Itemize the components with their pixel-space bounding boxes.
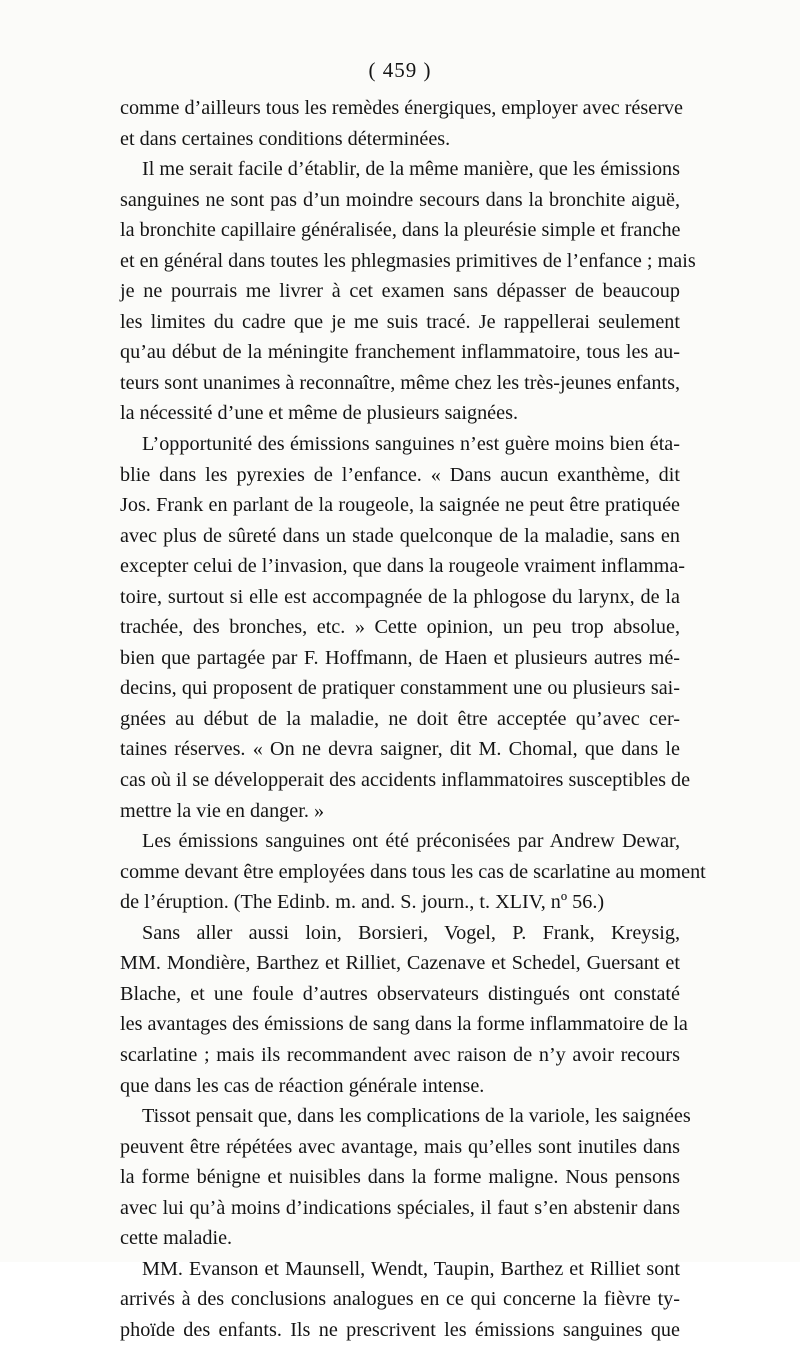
text-line: les limites du cadre que je me suis tracé. Je rappellerai seulement: [120, 310, 680, 333]
text-line: peuvent être répétées avec avantage, mais qu’elles sont inutiles dans: [120, 1135, 680, 1158]
text-line: MM. Evanson et Maunsell, Wendt, Taupin, Barthez et Rilliet sont: [142, 1257, 680, 1280]
text-line: teurs sont unanimes à reconnaître, même chez les très-jeunes enfants,: [120, 371, 680, 394]
text-line: de l’éruption. (The Edinb. m. and. S. journ., t. XLIV, nº 56.): [120, 891, 605, 914]
text-line: L’opportunité des émissions sanguines n’est guère moins bien éta-: [142, 433, 680, 456]
text-line: que dans les cas de réaction générale intense.: [120, 1074, 485, 1097]
text-line: les avantages des émissions de sang dans la forme inflammatoire de la: [120, 1013, 688, 1036]
text-line: gnées au début de la maladie, ne doit être acceptée qu’avec cer-: [120, 707, 680, 730]
text-line: trachée, des bronches, etc. » Cette opinion, un peu trop absolue,: [120, 616, 680, 639]
text-line: avec lui qu’à moins d’indications spéciales, il faut s’en abstenir dans: [120, 1196, 680, 1219]
text-line: Les émissions sanguines ont été préconisées par Andrew Dewar,: [142, 830, 680, 853]
text-line: bien que partagée par F. Hoffmann, de Haen et plusieurs autres mé-: [120, 646, 680, 669]
text-line: cette maladie.: [120, 1227, 233, 1250]
text-line: toire, surtout si elle est accompagnée de la phlogose du larynx, de la: [120, 585, 680, 608]
text-line: MM. Mondière, Barthez et Rilliet, Cazenave et Schedel, Guersant et: [120, 952, 680, 975]
page-number: ( 459 ): [368, 58, 432, 82]
text-line: la nécessité d’une et même de plusieurs saignées.: [120, 402, 519, 425]
text-line: Blache, et une foule d’autres observateurs distingués ont constaté: [120, 982, 680, 1005]
text-line: mettre la vie en danger. »: [120, 799, 325, 822]
text-line: et dans certaines conditions déterminées.: [120, 127, 451, 150]
text-line: arrivés à des conclusions analogues en ce qui concerne la fièvre ty-: [120, 1288, 680, 1311]
text-line: Sans aller aussi loin, Borsieri, Vogel, P. Frank, Kreysig,: [142, 921, 680, 944]
text-line: Jos. Frank en parlant de la rougeole, la saignée ne peut être pratiquée: [120, 494, 680, 517]
body-text: [120, 93, 706, 1345]
text-line: Il me serait facile d’établir, de la même manière, que les émissions: [142, 158, 680, 181]
text-line: phoïde des enfants. Ils ne prescrivent les émissions sanguines que: [120, 1318, 680, 1341]
text-line: et en général dans toutes les phlegmasies primitives de l’enfance ; mais: [120, 249, 696, 272]
text-line: qu’au début de la méningite franchement inflammatoire, tous les au-: [120, 341, 680, 364]
text-line: comme devant être employées dans tous les cas de scarlatine au moment: [120, 860, 706, 883]
text-line: je ne pourrais me livrer à cet examen sans dépasser de beaucoup: [120, 280, 680, 303]
text-line: scarlatine ; mais ils recommandent avec raison de n’y avoir recours: [120, 1043, 680, 1066]
text-line: la bronchite capillaire généralisée, dans la pleurésie simple et franche: [120, 219, 681, 242]
text-line: blie dans les pyrexies de l’enfance. « Dans aucun exanthème, dit: [120, 463, 680, 486]
text-line: la forme bénigne et nuisibles dans la forme maligne. Nous pensons: [120, 1166, 680, 1189]
text-line: sanguines ne sont pas d’un moindre secours dans la bronchite aiguë,: [120, 188, 680, 211]
text-line: avec plus de sûreté dans un stade quelconque de la maladie, sans en: [120, 524, 680, 547]
text-line: comme d’ailleurs tous les remèdes énergiques, employer avec réserve: [120, 97, 683, 119]
text-line: excepter celui de l’invasion, que dans la rougeole vraiment inflamma-: [120, 555, 686, 578]
text-line: decins, qui proposent de pratiquer constamment une ou plusieurs sai-: [120, 677, 680, 700]
text-line: taines réserves. « On ne devra saigner, dit M. Chomal, que dans le: [120, 738, 680, 761]
text-line: cas où il se développerait des accidents inflammatoires susceptibles de: [120, 769, 691, 792]
text-line: Tissot pensait que, dans les complications de la variole, les saignées: [142, 1105, 691, 1128]
